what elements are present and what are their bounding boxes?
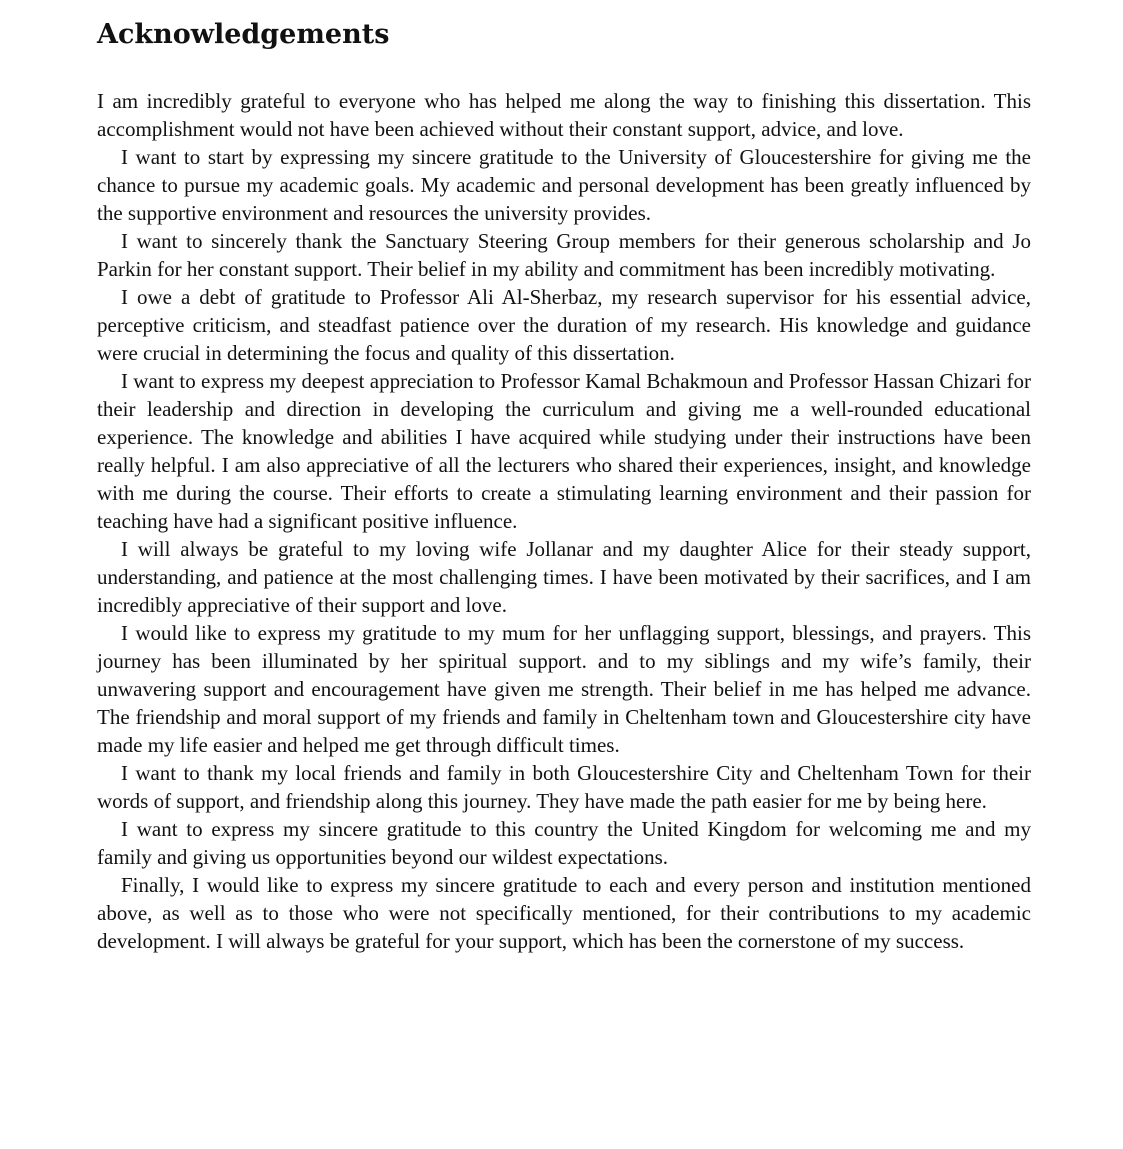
paragraph-9: I want to express my sincere gratitude to this country the United Kingdom for welcoming me and my family and giving us opportunities beyond our wildest expectations. (97, 817, 1031, 869)
paragraph-3: I want to sincerely thank the Sanctuary Steering Group members for their generous scholarship and Jo Parkin for her constant support. Their belief in my ability and commitment has been incredibly motivating. (97, 229, 1031, 281)
paragraph-5: I want to express my deepest appreciation to Professor Kamal Bchakmoun and Professor Hassan Chizari for their leadership and direction in developing the curriculum and giving me a well-rounded educational experience. The knowledge and abilities I have acquired while studying under their instructions have been really helpful. I am also appreciative of all the lecturers who shared their experiences, insight, and knowledge with me during the course. Their efforts to create a stimulating learning environment and their passion for teaching have had a significant positive influence. (97, 369, 1031, 533)
page-title: Acknowledgements (97, 19, 390, 50)
paragraph-7: I would like to express my gratitude to my mum for her unflagging support, blessings, and prayers. This journey has been illuminated by her spiritual support. and to my siblings and my wife’s family, their unwavering support and encouragement have given me strength. Their belief in me has helped me advance. The friendship and moral support of my friends and family in Cheltenham town and Gloucestershire city have made my life easier and helped me get through difficult times. (97, 621, 1031, 757)
paragraph-6: I will always be grateful to my loving wife Jollanar and my daughter Alice for their steady support, understanding, and patience at the most challenging times. I have been motivated by their sacrifices, and I am incredibly appreciative of their support and love. (97, 537, 1031, 617)
paragraph-1: I am incredibly grateful to everyone who has helped me along the way to finishing this dissertation. This accomplishment would not have been achieved without their constant support, advice, and love. (97, 89, 1031, 141)
paragraph-2: I want to start by expressing my sincere gratitude to the University of Gloucestershire for giving me the chance to pursue my academic goals. My academic and personal development has been greatly influenced by the supportive environment and resources the university provides. (97, 145, 1031, 225)
paragraph-10: Finally, I would like to express my sincere gratitude to each and every person and institution mentioned above, as well as to those who were not specifically mentioned, for their contributions to my academic development. I will always be grateful for your support, which has been the cornerstone of my success. (97, 873, 1031, 953)
paragraph-8: I want to thank my local friends and family in both Gloucestershire City and Cheltenham Town for their words of support, and friendship along this journey. They have made the path easier for me by being here. (97, 761, 1031, 813)
document-page (97, 18, 1031, 955)
paragraph-4: I owe a debt of gratitude to Professor Ali Al-Sherbaz, my research supervisor for his essential advice, perceptive criticism, and steadfast patience over the duration of my research. His knowledge and guidance were crucial in determining the focus and quality of this dissertation. (97, 285, 1031, 365)
body-text (97, 87, 1031, 955)
